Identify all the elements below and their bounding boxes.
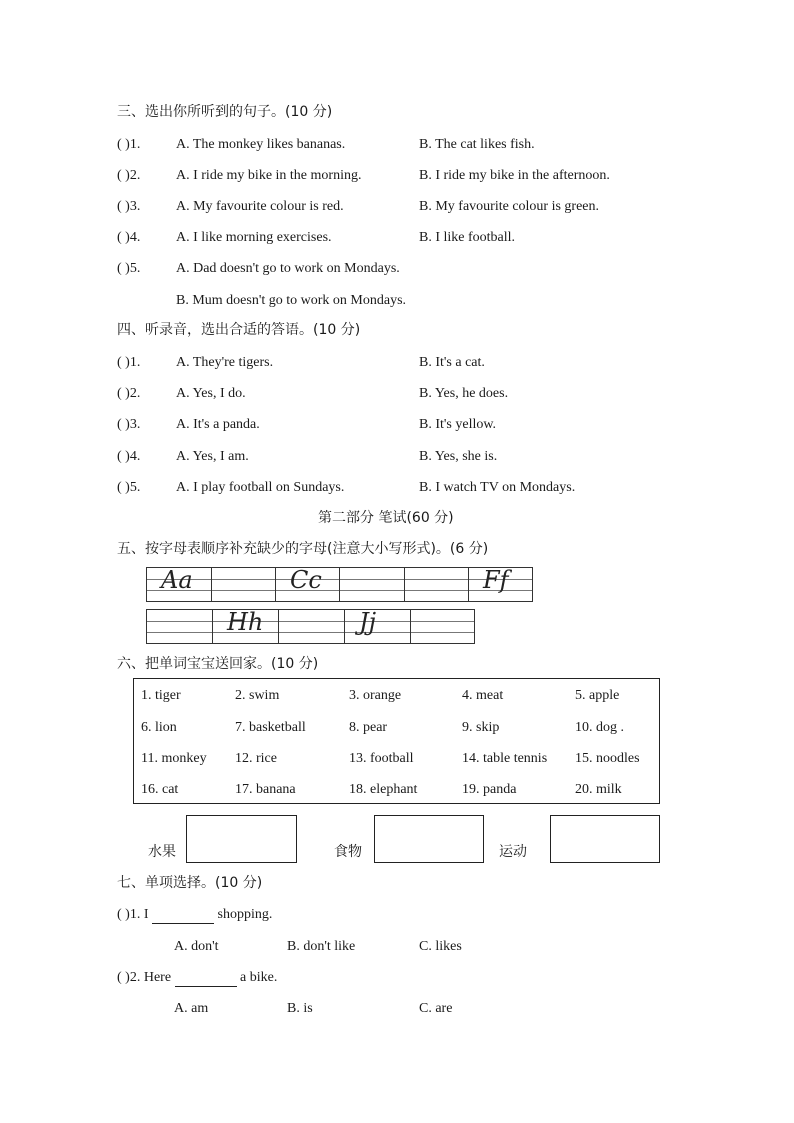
option-c: C. likes	[419, 939, 462, 954]
question-text-pre: Here	[143, 970, 172, 985]
bin-box-fruit[interactable]	[186, 815, 297, 863]
letter-cell[interactable]	[468, 567, 533, 602]
option-a: A. don't	[174, 939, 219, 954]
letter-cell[interactable]	[404, 567, 468, 602]
question-number: 3.	[129, 199, 141, 214]
letter-cell[interactable]	[339, 567, 404, 602]
word-item: 5. apple	[575, 688, 620, 703]
option-a: A. Yes, I do.	[176, 386, 246, 401]
section7-q1	[117, 906, 272, 924]
answer-paren[interactable]: ( )	[117, 230, 130, 245]
answer-blank[interactable]	[175, 986, 237, 987]
option-b: B. Yes, she is.	[419, 449, 498, 464]
option-a: A. I play football on Sundays.	[176, 480, 345, 495]
letter-cell[interactable]	[278, 609, 344, 644]
section3-q1	[117, 136, 140, 154]
word-item: 12. rice	[235, 751, 277, 766]
question-number: 2.	[129, 386, 141, 401]
answer-paren[interactable]: ( )	[117, 355, 130, 370]
word-item: 2. swim	[235, 688, 280, 703]
option-b: B. It's yellow.	[419, 417, 497, 432]
letter-cell[interactable]	[410, 609, 475, 644]
answer-paren[interactable]: ( )	[117, 417, 130, 432]
letter-grid-row2	[146, 609, 475, 644]
bin-box-food[interactable]	[374, 815, 484, 863]
question-number: 5.	[129, 480, 141, 495]
word-item: 7. basketball	[235, 720, 306, 735]
letter-text: Hh	[227, 608, 264, 636]
section4-q4	[117, 448, 140, 466]
section3-q2	[117, 167, 140, 185]
question-number: 5.	[129, 261, 141, 276]
word-item: 15. noodles	[575, 751, 640, 766]
section3-heading: 三、选出你所听到的句子。(10 分)	[117, 104, 333, 120]
word-item: 16. cat	[141, 782, 179, 797]
question-number: 4.	[129, 230, 141, 245]
section5-heading: 五、按字母表顺序补充缺少的字母(注意大小写形式)。(6 分)	[117, 541, 489, 557]
question-number: 3.	[129, 417, 141, 432]
option-c: C. are	[419, 1001, 453, 1016]
option-b: B. I ride my bike in the afternoon.	[419, 168, 610, 183]
section3-q5	[117, 260, 140, 278]
answer-paren[interactable]: ( )	[117, 199, 130, 214]
option-a: A. I like morning exercises.	[176, 230, 332, 245]
letter-grid-row1	[146, 567, 533, 602]
bin-box-sport[interactable]	[550, 815, 660, 863]
letter-text: Aa	[161, 566, 193, 594]
word-item: 17. banana	[235, 782, 296, 797]
option-a: A. Yes, I am.	[176, 449, 249, 464]
letter-text: Cc	[290, 566, 322, 594]
answer-paren[interactable]: ( )	[117, 907, 130, 922]
word-item: 8. pear	[349, 720, 388, 735]
section7-heading: 七、单项选择。(10 分)	[117, 875, 263, 891]
option-b: B. My favourite colour is green.	[419, 199, 600, 214]
bin-label-fruit: 水果	[148, 844, 176, 860]
answer-paren[interactable]: ( )	[117, 480, 130, 495]
option-a: A. They're tigers.	[176, 355, 274, 370]
letter-cell[interactable]	[146, 609, 212, 644]
word-item: 18. elephant	[349, 782, 418, 797]
question-number: 2.	[129, 970, 141, 985]
answer-paren[interactable]: ( )	[117, 970, 130, 985]
word-item: 13. football	[349, 751, 414, 766]
option-a: A. It's a panda.	[176, 417, 260, 432]
option-a: A. The monkey likes bananas.	[176, 137, 346, 152]
option-b: B. It's a cat.	[419, 355, 485, 370]
question-number: 1.	[129, 907, 141, 922]
word-item: 14. table tennis	[462, 751, 548, 766]
letter-cell[interactable]	[344, 609, 410, 644]
section4-q2	[117, 385, 140, 403]
answer-paren[interactable]: ( )	[117, 168, 130, 183]
section7-q2	[117, 969, 277, 987]
option-b: B. don't like	[287, 939, 356, 954]
word-item: 19. panda	[462, 782, 517, 797]
option-b: B. The cat likes fish.	[419, 137, 535, 152]
section4-q3	[117, 416, 140, 434]
option-b: B. I watch TV on Mondays.	[419, 480, 576, 495]
word-item: 9. skip	[462, 720, 500, 735]
section3-q3	[117, 198, 140, 216]
letter-text: Jj	[359, 608, 377, 636]
letter-text: Ff	[483, 566, 509, 594]
question-text-post: a bike.	[240, 970, 278, 985]
answer-paren[interactable]: ( )	[117, 261, 130, 276]
section4-q1	[117, 354, 140, 372]
answer-paren[interactable]: ( )	[117, 449, 130, 464]
option-b: B. I like football.	[419, 230, 516, 245]
question-number: 1.	[129, 137, 141, 152]
option-a: A. I ride my bike in the morning.	[176, 168, 362, 183]
bin-label-food: 食物	[334, 844, 362, 860]
question-text-post: shopping.	[217, 907, 273, 922]
letter-cell[interactable]	[275, 567, 339, 602]
word-item: 1. tiger	[141, 688, 181, 703]
option-b: B. Mum doesn't go to work on Mondays.	[176, 293, 407, 308]
answer-paren[interactable]: ( )	[117, 137, 130, 152]
letter-cell[interactable]	[211, 567, 275, 602]
option-a: A. My favourite colour is red.	[176, 199, 344, 214]
question-text-pre: I	[143, 907, 149, 922]
question-number: 2.	[129, 168, 141, 183]
option-a: A. Dad doesn't go to work on Mondays.	[176, 261, 400, 276]
answer-blank[interactable]	[152, 923, 214, 924]
part2-title: 第二部分 笔试(60 分)	[318, 510, 454, 526]
word-item: 4. meat	[462, 688, 504, 703]
section3-q4	[117, 229, 140, 247]
word-item: 10. dog .	[575, 720, 624, 735]
word-item: 20. milk	[575, 782, 622, 797]
section4-heading: 四、听录音，选出合适的答语。(10 分)	[117, 322, 361, 338]
question-number: 4.	[129, 449, 141, 464]
option-b: B. Yes, he does.	[419, 386, 509, 401]
section6-heading: 六、把单词宝宝送回家。(10 分)	[117, 656, 319, 672]
letter-cell[interactable]	[146, 567, 211, 602]
word-item: 6. lion	[141, 720, 177, 735]
section4-q5	[117, 479, 140, 497]
question-number: 1.	[129, 355, 141, 370]
bin-label-sport: 运动	[499, 844, 527, 860]
option-b: B. is	[287, 1001, 313, 1016]
option-a: A. am	[174, 1001, 209, 1016]
word-item: 3. orange	[349, 688, 402, 703]
letter-cell[interactable]	[212, 609, 278, 644]
word-item: 11. monkey	[141, 751, 207, 766]
answer-paren[interactable]: ( )	[117, 386, 130, 401]
